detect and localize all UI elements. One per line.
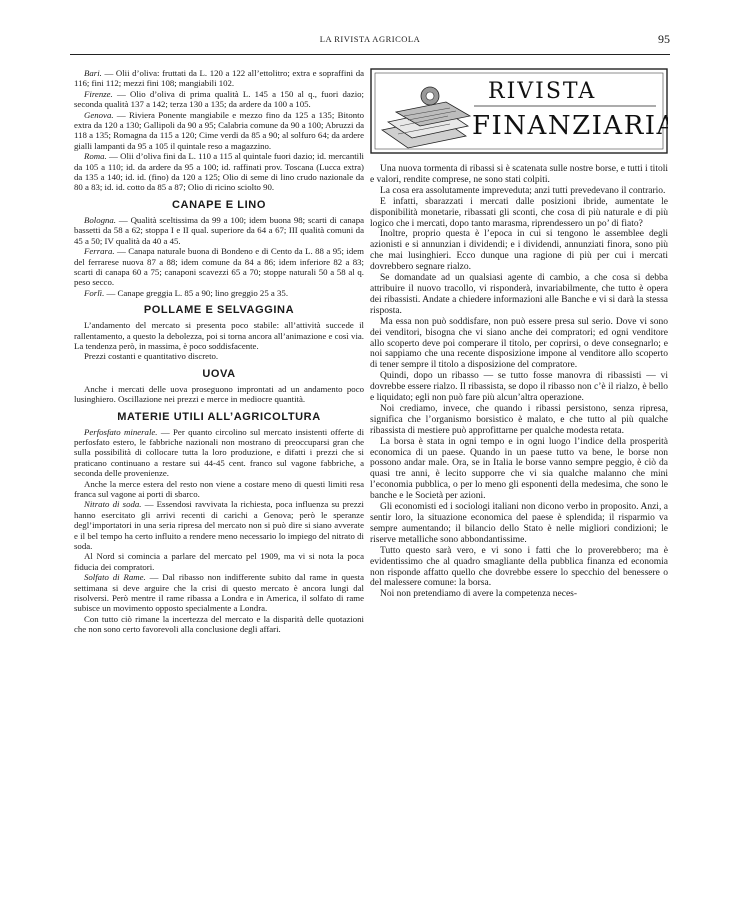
paragraph: Inoltre, proprio questa è l’epoca in cui si tengono le assemblee degli azionisti e si annunzian i dividendi; e i dividendi, annunziati finora, sono più che mai lusinghieri. Ecco dunque una ragione di più per cui i mercati dovrebbero segnare rialzo. <box>370 229 668 273</box>
paragraph: Anche la merce estera del resto non viene a costare meno di questi limiti resa franca sul vagone ai porti di sbarco. <box>74 478 364 499</box>
paragraph: La cosa era assolutamente impreveduta; anzi tutti prevedevano il contrario. <box>380 185 666 196</box>
paragraph: Ma essa non può soddisfare, non può essere presa sul serio. Dove vi sono dei venditori, bisogna che vi siano anche dei compratori; ed ogni venditore allo scoperto deve poi comperare il titolo, per coprirsi, o deve consegnarlo; e noi sappiamo che una recente disposizione impone al venditore allo scoperto di tener sempre il titolo a disposizione del compratore. <box>370 316 668 371</box>
paragraph: L’andamento del mercato si presenta poco stabile: all’attività succede il rallentamento, a questo la debolezza, poi si torna ancora all’animazione e così via. La tendenza però, in massima, è poco soddisfacente. <box>74 320 364 351</box>
paragraph: Noi crediamo, invece, che quando i ribassi persistono, senza ripresa, significa che l’organismo borsistico è malato, e che tutto al più qualche ribassista di mestiere può approfittarne per qualche modesta retata. <box>370 403 668 436</box>
right-column <box>370 68 668 600</box>
paragraph: Noi non pretendiamo di avere la competenza neces- <box>380 589 578 600</box>
paragraph: Tutto questo sarà vero, e vi sono i fatti che lo proverebbero; ma è evidentissimo che al quadro smagliante della pubblica finanza ed economia non risponde affatto quello che dovrebbe essere lo specchio del benessere o del malessere comune: la borsa. <box>370 545 668 589</box>
market-entry-forli: Forlì. — Canape greggia L. 85 a 90; lino greggio 25 a 35. <box>84 287 289 298</box>
paragraph: Se domandate ad un qualsiasi agente di cambio, a che cosa si debba attribuire il nuovo tracollo, vi risponderà, invariabilmente, che tutto è opera dei ribassisti. Andate a chiedere informazioni alle Banche e vi si darà la stessa risposta. <box>370 273 668 316</box>
market-entry-roma: Roma. — Olii d’oliva fini da L. 110 a 115 al quintale fuori dazio; id. mercantili da 105 a 110; id. da ardere da 95 a 100; id. raffinati prov. Toscana (Lucca extra) da 135 a 140; id. id. (fino) da 120 a 125; Olio di seme di lino crudo nazionale da 80 a 83; id. id. cotto da 85 a 87; Olio di ricino sciolto 90. <box>74 151 364 193</box>
section-heading-canape: CANAPE E LINO <box>172 198 266 211</box>
market-entry-bari: Bari. — Olii d’oliva: fruttati da L. 120 a 122 all’ettolitro; extra e sopraffini da 116; fini 112; mezzi fini 108; mangiabili 102. <box>74 68 365 89</box>
paragraph: Gli economisti ed i sociologi italiani non dicono verbo in proposito. Anzi, a sentir loro, la situazione economica del paese è splendida; il risparmio va sempre aumentando; il bilancio dello Stato è nelle migliori condizioni; le riserve metalliche sono abbondantissime. <box>370 502 668 545</box>
paragraph: E infatti, sbarazzati i mercati dalle posizioni ibride, aumentate le disponibilità monetarie, ribassati gli sconti, che cosa di più naturale e di più logico che i mercati, dopo tanto marasma, riprendessero un po’ di fiato? <box>370 196 668 229</box>
section-heading-pollame: POLLAME E SELVAGGINA <box>143 304 295 317</box>
page-header <box>70 34 670 50</box>
running-title: LA RIVISTA AGRICOLA <box>319 34 421 44</box>
masthead-line1: RIVISTA <box>488 79 597 104</box>
market-entry-genova: Genova. — Riviera Ponente mangiabile e mezzo fino da 125 a 135; Bitonto extra da 120 a 130; Gallipoli da 90 a 95; Calabria comune da 90 a 100; Abruzzi da 118 a 135; Romagna da 115 a 120; Cime verdi da 85 a 90; al solfuro 64; da ardere gialli lampanti da 95 a 105 il quintale reso a magazzino. <box>74 109 364 151</box>
page-number: 95 <box>658 32 670 46</box>
section-heading-uova: UOVA <box>202 367 236 380</box>
masthead-line2: FINANZIARIA <box>472 111 668 141</box>
paragraph: Al Nord si comincia a parlare del mercato pel 1909, ma vi si nota la poca fiducia dei compratori. <box>74 551 364 572</box>
market-entry-bologna: Bologna. — Qualità sceltissima da 99 a 100; idem buona 98; scarti di canapa bassetti da 58 a 62; stoppa I e II qual. superiore da 64 a 67; III qualità comuni da 45 a 50; IV qualità da 40 a 45. <box>74 214 365 246</box>
market-entry-firenze: Firenze. — Olio d’oliva di prima qualità L. 145 a 150 al q., fuori dazio; seconda qualità 137 a 142; terza 130 a 135; da ardere da 100 a 105. <box>74 88 364 110</box>
left-column <box>74 68 364 635</box>
paragraph: Prezzi costanti e quantitativo discreto. <box>84 351 219 362</box>
paragraph: Quindi, dopo un ribasso — se tutto fosse manovra di ribassisti — vi dovrebbe essere rialzo. Il ribassista, se dopo il ribasso non c’è il rialzo, è bello e liquidato; egli non può fare più alcun’altra operazione. <box>370 371 668 404</box>
material-entry-perfosfato: Perfosfato minerale. — Per quanto circolino sul mercato insistenti offerte di perfosfato estero, le fabbriche nazionali non mostrano di preoccuparsi gran che sulla possibilità di collocare tutta la loro produzione, e difatti i prezzi che si praticano continuano a restare sui 44-45 cent. franco sul vagone fabbriche, a seconda delle provenienze. <box>74 426 365 479</box>
paragraph: Con tutto ciò rimane la incertezza del mercato e la disparità delle quotazioni che non sono certo favorevoli alla conclusione degli affari. <box>74 613 364 635</box>
section-heading-materie: MATERIE UTILI ALL’AGRICOLTURA <box>117 410 321 423</box>
header-rule <box>70 54 670 55</box>
material-entry-solfato: Solfato di Rame. — Dal ribasso non indifferente subito dal rame in questa settimana si deve arguire che la crisi di questo mercato è ancora lungi dal risolversi. Però mentre il rame ribassa a Londra e in America, il solfato di rame subisce un movimento opposto specialmente a Londra. <box>74 572 365 614</box>
paragraph: La borsa è stata in ogni tempo e in ogni luogo l’indice della prosperità economica di un paese. Quando in un paese tutto va bene, le borse non possono andar male. Ora, se in Italia le borse vanno sempre peggio, è ciò da quasi tre anni, è lecito supporre che vi sia qualche malanno che mini l’economia pubblica, o per lo meno gli esponenti della medesima, che sono le banche e le Società per azioni. <box>370 436 668 502</box>
paragraph: Anche i mercati delle uova proseguono improntati ad un andamento poco lusinghiero. Oscillazione nei prezzi e merce in mediocre quantità. <box>74 383 364 405</box>
market-entry-ferrara: Ferrara. — Canapa naturale buona di Bondeno e di Cento da L. 88 a 95; idem del ferrarese nuova 87 a 88; idem comune da 84 a 86; idem inferiore 82 a 83; scarti di canapa 60 a 75; canaponi scavezzi 65 a 70; stoppe naturali 50 a 58 al q. peso secco. <box>74 246 364 288</box>
material-entry-nitrato: Nitrato di soda. — Essendosi ravvivata la richiesta, poca influenza su prezzi hanno esercitato gli arrivi recenti di carichi a Genova; però le speranze degl’importatori in una seria ripresa del mercato non si può dire si siano avverate e il bel tempo ha certo influito a rendere meno necessario lo impiego del nitrato di soda. <box>74 499 364 552</box>
paragraph: Una nuova tormenta di ribassi si è scatenata sulle nostre borse, e tutti i titoli e valori, rendite comprese, ne sono stati colpiti. <box>370 164 668 185</box>
rivista-finanziaria-masthead <box>370 68 668 154</box>
